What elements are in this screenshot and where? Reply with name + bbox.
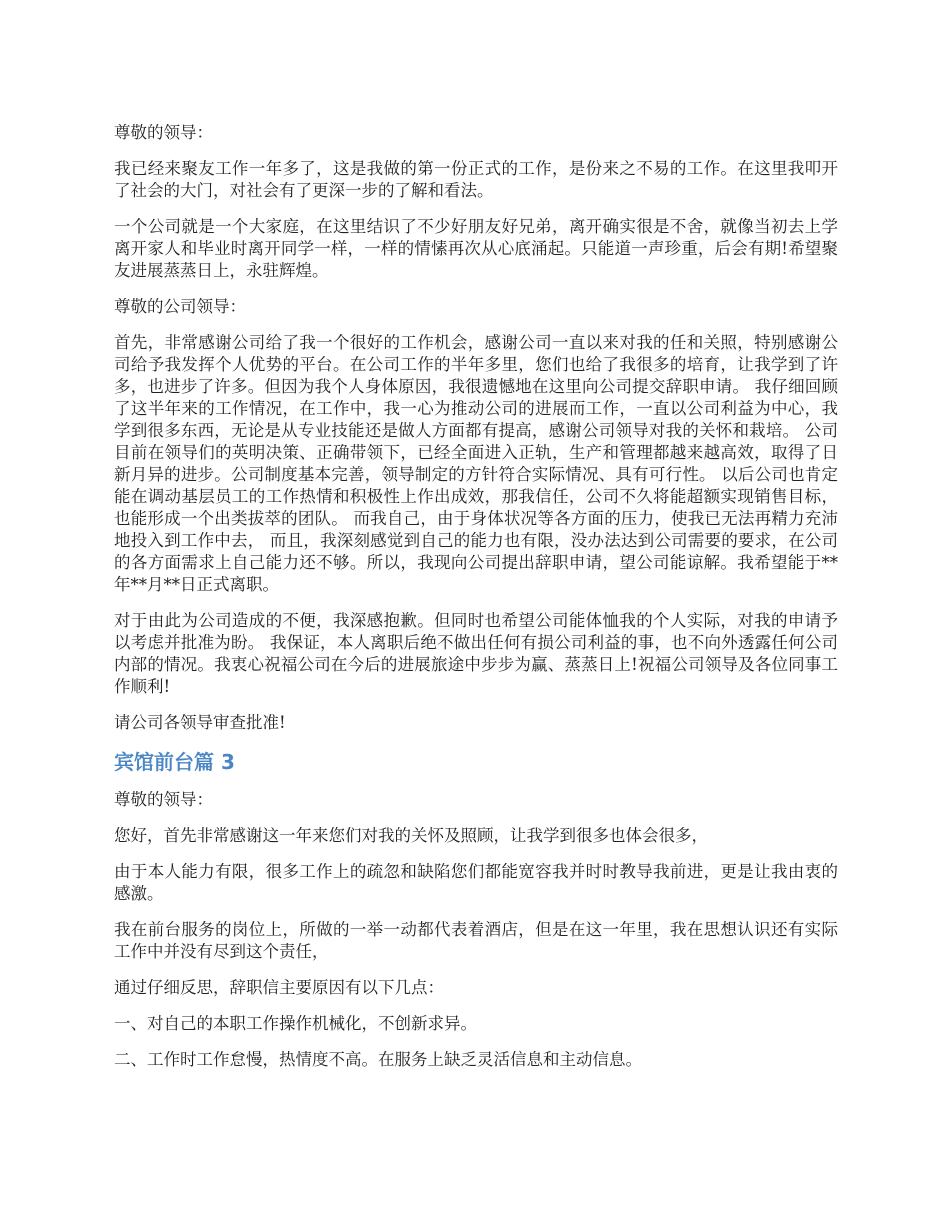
document-body bbox=[114, 122, 838, 1085]
body-paragraph: 首先，非常感谢公司给了我一个很好的工作机会，感谢公司一直以来对我的任和关照，特别感谢公司给予我发挥个人优势的平台。在公司工作的半年多里，您们也给了我很多的培育，让我学到了许多，也进步了许多。但因为我个人身体原因，我很遗憾地在这里向公司提交辞职申请。 我仔细回顾了这半年来的工作情况，在工作中，我一心为推动公司的进展而工作，一直以公司利益为中心，我学到很多东西，无论是从专业技能还是做人方面都有提高，感谢公司领导对我的关怀和栽培。 公司目前在领导们的英明决策、正确带领下，已经全面进入正轨，生产和管理都越来越高效，取得了日新月异的进步。公司制度基本完善，领导制定的方针符合实际情况、具有可行性。 以后公司也肯定能在调动基层员工的工作热情和积极性上作出成效，那我信任，公司不久将能超额实现销售目标，也能形成一个出类拔萃的团队。 而我自己，由于身体状况等各方面的压力，使我已无法再精力充沛地投入到工作中去， 而且，我深刻感觉到自己的能力也有限，没办法达到公司需要的要求，在公司的各方面需求上自己能力还不够。所以，我现向公司提出辞职申请，望公司能谅解。我希望能于**年**月**日正式离职。 bbox=[114, 333, 838, 594]
body-paragraph: 我已经来聚友工作一年多了，这是我做的第一份正式的工作，是份来之不易的工作。在这里我叩开了社会的大门，对社会有了更深一步的了解和看法。 bbox=[114, 159, 838, 200]
salutation: 尊敬的公司领导： bbox=[114, 297, 246, 316]
body-paragraph: 通过仔细反思，辞职信主要原因有以下几点： bbox=[114, 978, 444, 997]
body-paragraph: 您好，首先非常感谢这一年来您们对我的关怀及照顾，让我学到很多也体会很多， bbox=[114, 826, 708, 845]
body-paragraph: 对于由此为公司造成的不便，我深感抱歉。但同时也希望公司能体恤我的个人实际，对我的申请予以考虑并批准为盼。 我保证，本人离职后绝不做出任何有损公司利益的事，也不向外透露任何公司内部的情况。我衷心祝福公司在今后的进展旅途中步步为赢、蒸蒸日上!祝福公司领导及各位同事工作顺利! bbox=[114, 611, 838, 696]
body-paragraph: 一个公司就是一个大家庭，在这里结识了不少好朋友好兄弟，离开确实很是不舍，就像当初去上学离开家人和毕业时离开同学一样，一样的情愫再次从心底涌起。只能道一声珍重，后会有期!希望聚友进展蒸蒸日上，永驻辉煌。 bbox=[114, 217, 838, 280]
section-heading: 宾馆前台篇 3 bbox=[114, 750, 235, 774]
salutation: 尊敬的领导： bbox=[114, 123, 213, 142]
closing-line: 请公司各领导审查批准! bbox=[114, 713, 286, 732]
salutation: 尊敬的领导： bbox=[114, 790, 213, 809]
list-item: 二、工作时工作怠慢，热情度不高。在服务上缺乏灵活信息和主动信息。 bbox=[114, 1050, 642, 1069]
list-item: 一、对自己的本职工作操作机械化，不创新求异。 bbox=[114, 1014, 477, 1033]
body-paragraph: 由于本人能力有限，很多工作上的疏忽和缺陷您们都能宽容我并时时教导我前进，更是让我由衷的感激。 bbox=[114, 862, 838, 903]
body-paragraph: 我在前台服务的岗位上，所做的一举一动都代表着酒店，但是在这一年里，我在思想认识还有实际工作中并没有尽到这个责任， bbox=[114, 920, 838, 961]
